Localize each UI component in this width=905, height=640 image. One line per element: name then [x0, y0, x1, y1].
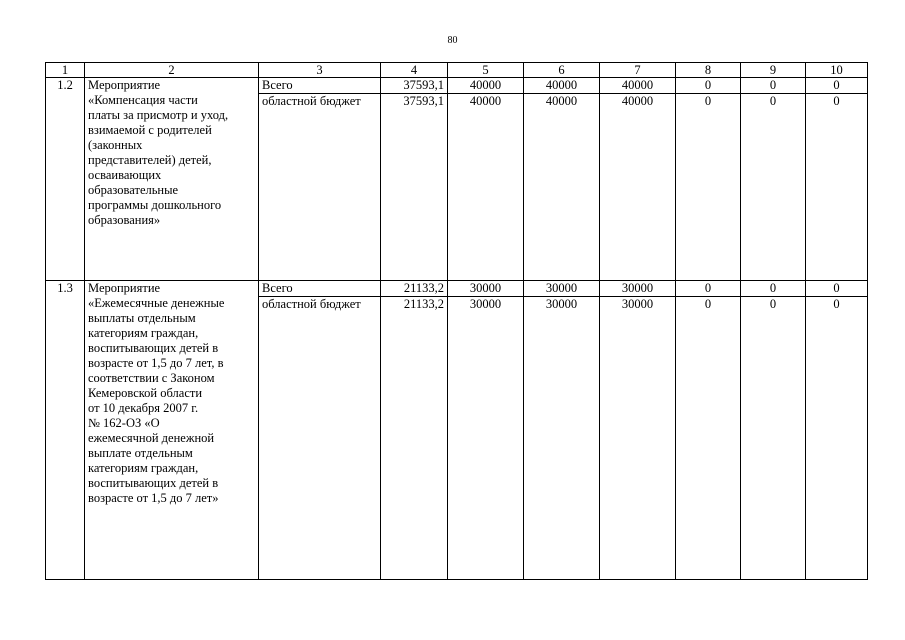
cell-value: 0	[806, 297, 868, 580]
cell-value: 0	[741, 281, 806, 297]
header-col-10: 10	[806, 63, 868, 78]
row-number: 1.3	[46, 281, 85, 580]
row-number: 1.2	[46, 78, 85, 281]
funding-source: Всего	[259, 281, 381, 297]
funding-source: Всего	[259, 78, 381, 94]
funding-source: областной бюджет	[259, 94, 381, 281]
header-col-1: 1	[46, 63, 85, 78]
cell-value: 0	[806, 94, 868, 281]
cell-value: 0	[676, 297, 741, 580]
cell-value: 40000	[448, 94, 524, 281]
measure-description: Мероприятие «Компенсация части платы за присмотр и уход, взимаемой с родителей (законных представителей) детей, осваивающих образовательные программы дошкольного образования»	[85, 78, 259, 281]
cell-value: 37593,1	[381, 94, 448, 281]
cell-value: 0	[806, 281, 868, 297]
cell-value: 40000	[448, 78, 524, 94]
cell-value: 40000	[524, 94, 600, 281]
cell-value: 30000	[600, 281, 676, 297]
cell-value: 0	[741, 297, 806, 580]
cell-value: 21133,2	[381, 281, 448, 297]
page-number: 80	[447, 35, 458, 46]
cell-value: 30000	[600, 297, 676, 580]
cell-value: 0	[741, 78, 806, 94]
cell-value: 21133,2	[381, 297, 448, 580]
table-row	[46, 78, 868, 94]
budget-table	[45, 62, 868, 580]
cell-value: 40000	[600, 94, 676, 281]
header-col-3: 3	[259, 63, 381, 78]
header-col-4: 4	[381, 63, 448, 78]
header-col-8: 8	[676, 63, 741, 78]
cell-value: 30000	[524, 281, 600, 297]
cell-value: 40000	[600, 78, 676, 94]
header-col-9: 9	[741, 63, 806, 78]
table-header-row	[46, 63, 868, 78]
cell-value: 37593,1	[381, 78, 448, 94]
cell-value: 30000	[524, 297, 600, 580]
header-col-2: 2	[85, 63, 259, 78]
cell-value: 0	[676, 94, 741, 281]
header-col-6: 6	[524, 63, 600, 78]
cell-value: 0	[676, 281, 741, 297]
table-row	[46, 281, 868, 297]
cell-value: 40000	[524, 78, 600, 94]
cell-value: 0	[741, 94, 806, 281]
cell-value: 0	[806, 78, 868, 94]
funding-source: областной бюджет	[259, 297, 381, 580]
cell-value: 30000	[448, 281, 524, 297]
measure-description: Мероприятие «Ежемесячные денежные выплаты отдельным категориям граждан, воспитывающих детей в возрасте от 1,5 до 7 лет, в соответствии с Законом Кемеровской области от 10 декабря 2007 г. № 162-ОЗ «О ежемесячной денежной выплате отдельным категориям граждан, воспитывающих детей в возрасте от 1,5 до 7 лет»	[85, 281, 259, 580]
header-col-5: 5	[448, 63, 524, 78]
cell-value: 0	[676, 78, 741, 94]
cell-value: 30000	[448, 297, 524, 580]
header-col-7: 7	[600, 63, 676, 78]
